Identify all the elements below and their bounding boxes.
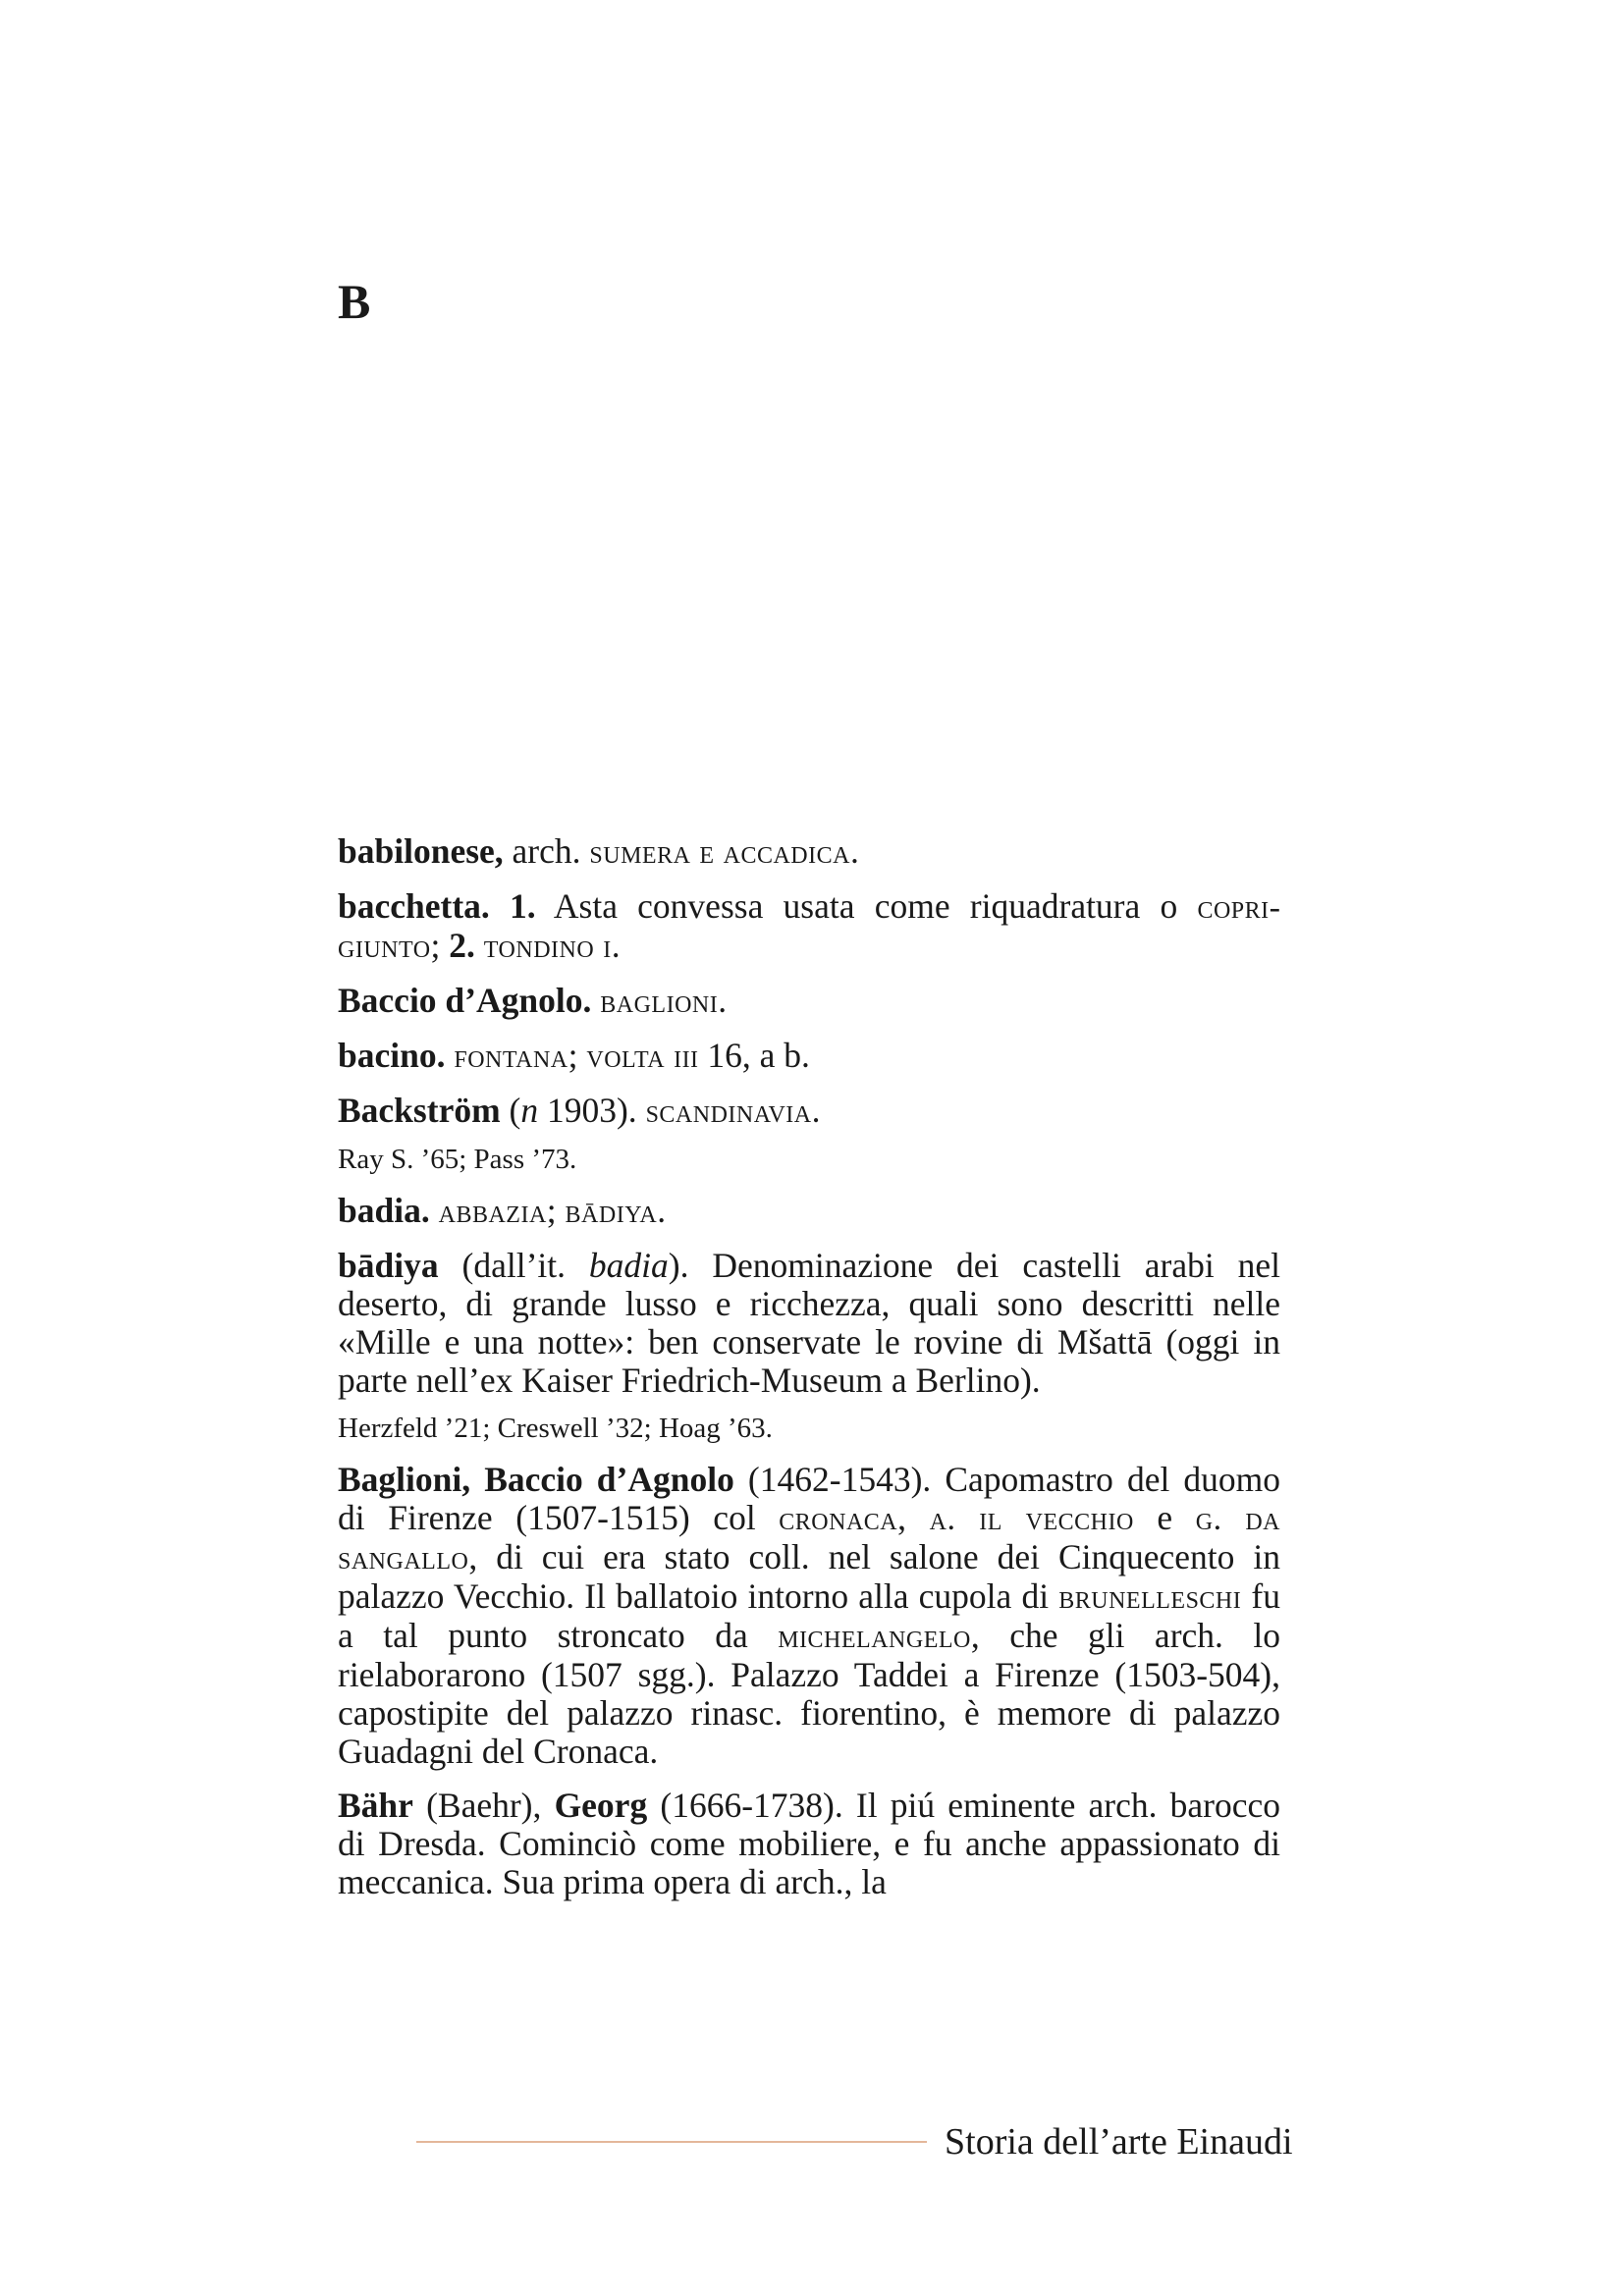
entry-headword: badia.: [338, 1191, 430, 1230]
entry-text: .: [849, 831, 859, 871]
entry-text: .: [657, 1191, 667, 1230]
entry-text: (1462-1543). Capomastro del duomo di Firenze (1507-1515) col: [338, 1460, 1280, 1537]
cross-reference: sumera e accadica: [589, 834, 850, 871]
dictionary-entry: [338, 1037, 1280, 1076]
dictionary-entry: [338, 1787, 1280, 1901]
entry-text: ;: [546, 1191, 566, 1230]
entry-headword: Baccio d’Agnolo.: [338, 981, 592, 1020]
dictionary-entry: [338, 1092, 1280, 1131]
entry-text: (1666-1738). Il piú eminente arch. barocco di Dresda. Cominciò come mobiliere, e fu anche appassionato di meccanica. Sua prima opera di arch., la: [338, 1786, 1280, 1901]
entry-text: 1903).: [538, 1091, 646, 1130]
dictionary-entry: [338, 982, 1280, 1021]
entry-text: ;: [430, 926, 450, 965]
cross-reference: cronaca: [779, 1501, 898, 1537]
entry-text: (dall’it.: [438, 1246, 589, 1285]
bibliography-line: Ray S. ’65; Pass ’73.: [338, 1144, 577, 1175]
italic-text: n: [520, 1091, 539, 1130]
entry-text: ,: [897, 1498, 930, 1537]
dictionary-entry: [338, 1192, 1280, 1231]
entry-headword: babilonese,: [338, 831, 504, 871]
entry-headword: bādiya: [338, 1246, 439, 1285]
entry-headword: Bähr: [338, 1786, 413, 1825]
bibliography-line: Herzfeld ’21; Creswell ’32; Hoag ’63.: [338, 1413, 773, 1444]
cross-reference: fontana: [454, 1039, 568, 1075]
entry-headword: bacchetta. 1.: [338, 886, 536, 926]
cross-reference: a. il vecchio: [929, 1501, 1134, 1537]
entry-text: [475, 926, 484, 965]
italic-text: badia: [588, 1246, 669, 1285]
bold-text: 2.: [449, 926, 475, 965]
entry-text: 16, a b.: [698, 1036, 810, 1075]
entry-text: (: [500, 1091, 521, 1130]
cross-reference: michelangelo: [778, 1619, 971, 1655]
entry-text: , che gli arch. lo rielaborarono (1507 sgg.). Palazzo Taddei a Firenze (1503-504), capostipite del palazzo rinasc. fiorentino, è memore di palazzo Guadagni del Cronaca.: [338, 1616, 1280, 1771]
bold-text: Georg: [554, 1786, 648, 1825]
entry-text: [430, 1191, 439, 1230]
entry-text: ;: [568, 1036, 587, 1075]
cross-reference: baglioni: [600, 984, 719, 1020]
dictionary-entries: [338, 832, 1280, 1917]
entry-text: e: [1133, 1498, 1196, 1537]
cross-reference: tondino i: [483, 929, 612, 965]
cross-reference: brunelleschi: [1058, 1579, 1242, 1616]
footer-publisher: Storia dell’arte Einaudi: [945, 2121, 1293, 2163]
cross-reference: scandinavia: [645, 1094, 812, 1130]
entry-headword: bacino.: [338, 1036, 446, 1075]
entry-text: fu a tal punto stroncato da: [338, 1576, 1280, 1655]
entry-text: , di cui era stato coll. nel salone dei Cinquecento in palazzo Vecchio. Il ballatoio intorno alla cupola di: [338, 1537, 1280, 1616]
cross-reference: g. da sangallo: [338, 1501, 1280, 1576]
cross-reference: coprigiunto: [338, 889, 1280, 965]
entry-text: (Baehr),: [412, 1786, 555, 1825]
entry-text: Asta convessa usata come riquadratura o: [535, 886, 1198, 926]
cross-reference: abbazia: [438, 1194, 547, 1230]
entry-text: arch.: [503, 831, 590, 871]
entry-headword: Baglioni, Baccio d’Agnolo: [338, 1460, 734, 1499]
dictionary-entry: [338, 1247, 1280, 1400]
cross-reference: bādiya: [565, 1194, 658, 1230]
dictionary-entry: [338, 1461, 1280, 1771]
entry-headword: Backström: [338, 1091, 501, 1130]
section-letter: B: [338, 274, 371, 329]
entry-text: [591, 981, 600, 1020]
entry-text: ). Denominazione dei castelli arabi nel deserto, di grande lusso e ricchezza, quali sono descritti nelle «Mille e una notte»: ben conservate le rovine di Mšattā (oggi in parte nell’ex Kaiser Friedrich-Museum a Berlino).: [338, 1246, 1280, 1400]
entry-text: .: [811, 1091, 821, 1130]
cross-reference: volta iii: [586, 1039, 699, 1075]
footer-rule: [416, 2141, 927, 2143]
dictionary-entry: [338, 832, 1280, 872]
entry-text: .: [718, 981, 728, 1020]
dictionary-entry: [338, 887, 1280, 966]
entry-text: .: [611, 926, 621, 965]
